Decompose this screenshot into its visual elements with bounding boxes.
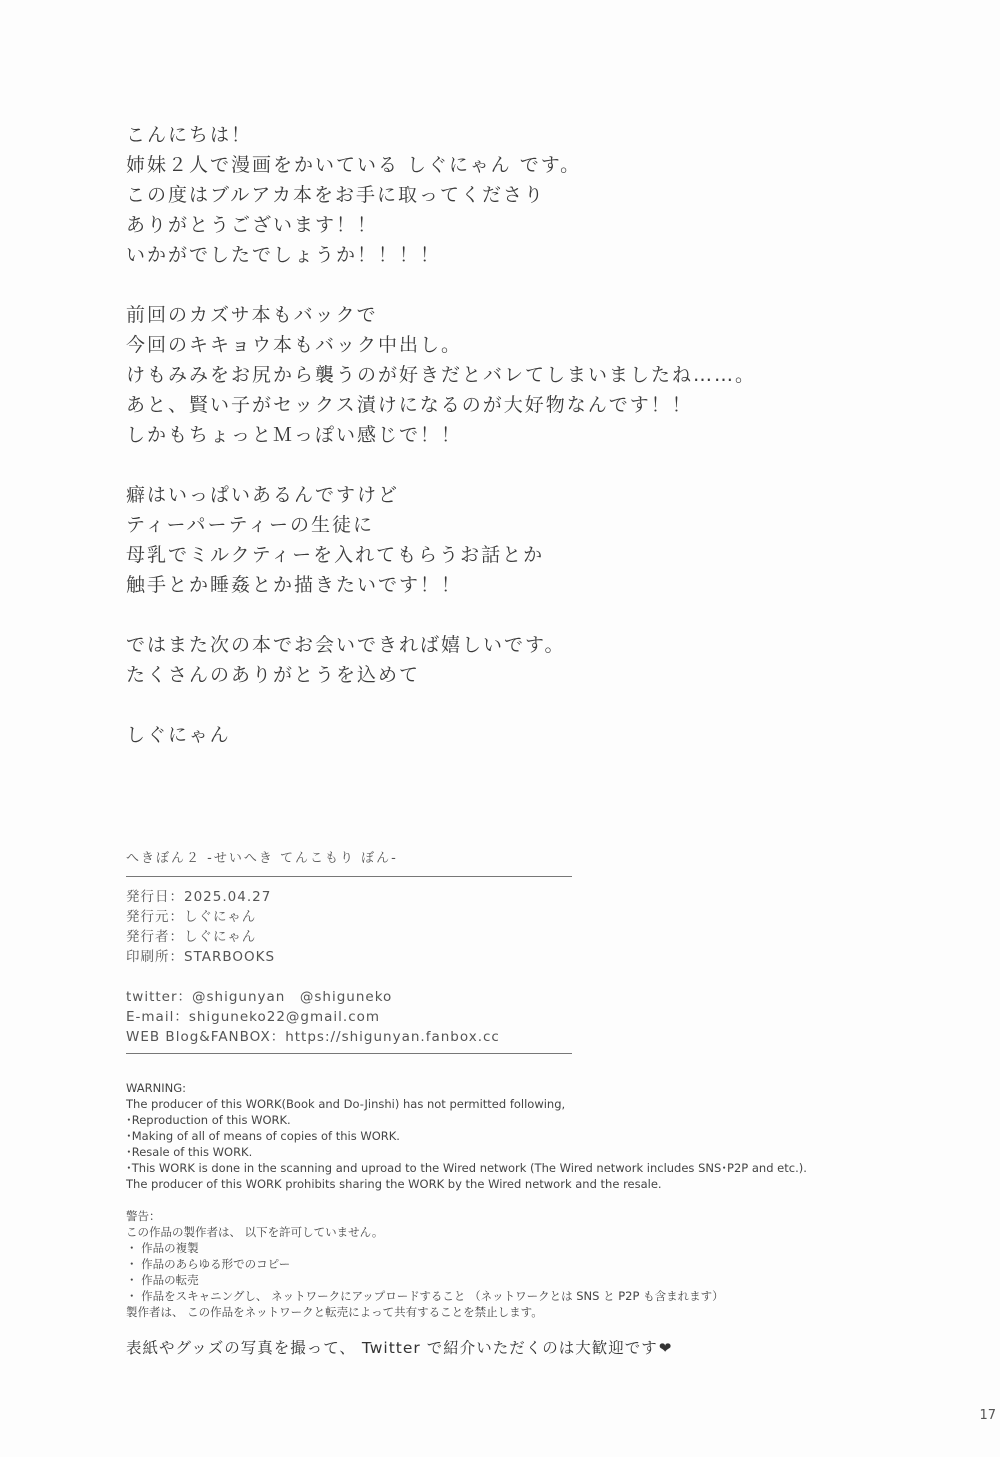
footer-note (126, 1336, 672, 1358)
warning-line: WARNING: (126, 1081, 186, 1095)
warning-line: ･Making of all of means of copies of this WORK. (126, 1129, 400, 1143)
warning-line: 警告： (126, 1209, 161, 1223)
warning-line: ・ 作品をスキャニングし、 ネットワークにアップロードすること （ネットワークとは SNS と P2P も含まれます） (126, 1289, 724, 1303)
afterword-paragraph-4 (126, 630, 846, 690)
warning-line: The producer of this WORK(Book and Do-Jinshi) has not permitted following, (126, 1097, 566, 1111)
afterword-paragraph-1 (126, 120, 846, 270)
warning-line: この作品の製作者は、 以下を許可していません。 (126, 1225, 384, 1239)
warning-english (126, 1080, 846, 1192)
warning-line: The producer of this WORK prohibits sharing the WORK by the Wired network and the resale. (126, 1177, 662, 1191)
warning-line: ・ 作品のあらゆる形でのコピー (126, 1257, 291, 1271)
afterword-line: 今回のキキョウ本もバック中出し。 (126, 334, 463, 356)
afterword-line: たくさんのありがとうを込めて (126, 664, 421, 686)
afterword-line: しかもちょっとＭっぽい感じで！！ (126, 424, 463, 446)
divider-top (126, 876, 572, 877)
afterword-paragraph-2 (126, 300, 846, 450)
afterword-signature: しぐにゃん (126, 724, 231, 746)
afterword-paragraph-3 (126, 480, 846, 600)
page-number: 17 (979, 1408, 996, 1423)
afterword (126, 120, 846, 750)
warning-line: ･This WORK is done in the scanning and uproad to the Wired network (The Wired network includes SNS･P2P and etc.). (126, 1161, 807, 1175)
afterword-line: こんにちは！ (126, 124, 253, 146)
publish-date: 発行日：2025.04.27 (126, 889, 272, 905)
issuer: 発行者：しぐにゃん (126, 929, 257, 945)
afterword-line: この度はブルアカ本をお手に取ってくださり (126, 184, 546, 206)
afterword-line: ティーパーティーの生徒に (126, 514, 375, 536)
warning-line: ･Resale of this WORK. (126, 1145, 253, 1159)
afterword-line: けもみみをお尻から襲うのが好きだとバレてしまいましたね……。 (126, 364, 757, 386)
afterword-line: 姉妹２人で漫画をかいている しぐにゃん です。 (126, 154, 582, 176)
afterword-line: 前回のカズサ本もバックで (126, 304, 378, 326)
afterword-line: 母乳でミルクティーを入れてもらうお話とか (126, 544, 545, 566)
heart-icon: ❤ (658, 1339, 673, 1357)
afterword-line: 癖はいっぱいあるんですけど (126, 484, 400, 506)
afterword-line: 触手とか睡姦とか描きたいです！！ (126, 574, 463, 596)
colophon (126, 848, 576, 1064)
warning-line: 製作者は、 この作品をネットワークと転売によって共有することを禁止します。 (126, 1305, 543, 1319)
afterword-line: あと、賢い子がセックス漬けになるのが大好物なんです！！ (126, 394, 693, 416)
warning-japanese (126, 1208, 846, 1320)
warning-line: ・ 作品の複製 (126, 1241, 199, 1255)
warning-line: ・ 作品の転売 (126, 1273, 199, 1287)
divider-bottom (126, 1053, 572, 1054)
afterword-line: ありがとうございます！！ (126, 214, 379, 236)
twitter-handles: twitter：@shigunyan @shiguneko (126, 989, 393, 1005)
warning-line: ･Reproduction of this WORK. (126, 1113, 291, 1127)
footer-note-text: 表紙やグッズの写真を撮って、 Twitter で紹介いただくのは大歓迎です (126, 1339, 658, 1357)
printer: 印刷所：STARBOOKS (126, 949, 276, 965)
afterword-line: ではまた次の本でお会いできれば嬉しいです。 (126, 634, 566, 656)
web-link: WEB Blog&FANBOX：https://shigunyan.fanbox.cc (126, 1029, 500, 1045)
afterword-line: いかがでしたでしょうか！！！！ (126, 244, 442, 266)
spacer (126, 967, 576, 987)
book-title: へきぼん２ -せいへき てんこもり ぼん- (126, 851, 398, 866)
email-address: E-mail：shiguneko22@gmail.com (126, 1009, 381, 1025)
publisher: 発行元：しぐにゃん (126, 909, 257, 925)
